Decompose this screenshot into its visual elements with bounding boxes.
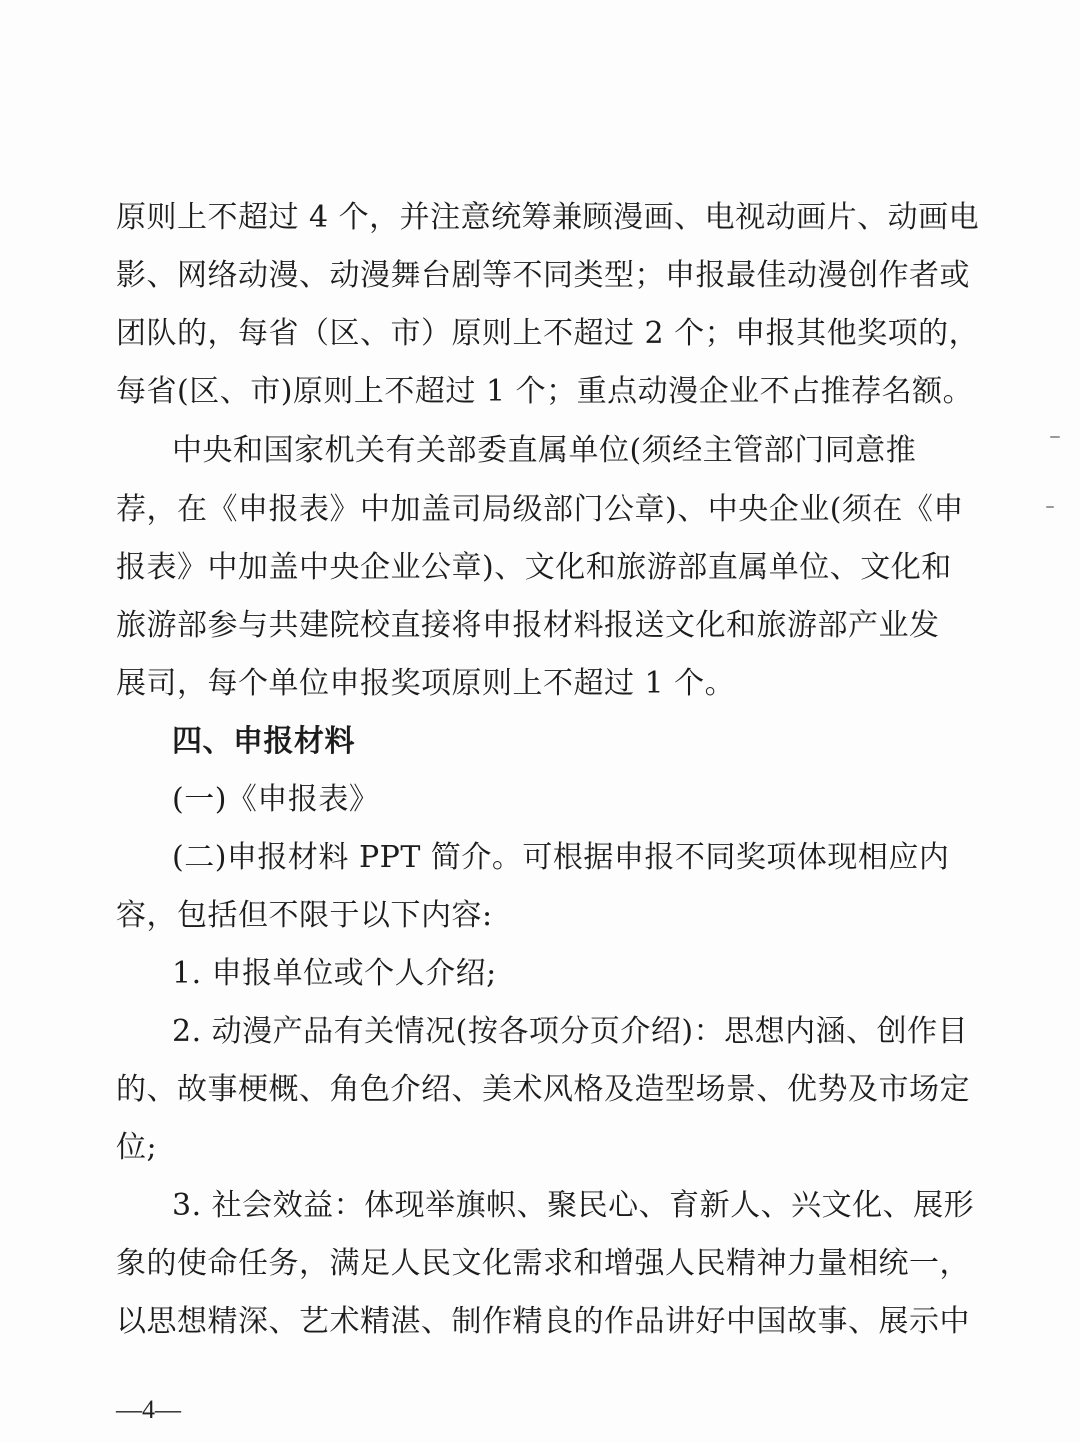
- section-heading: 四、申报材料: [172, 724, 355, 759]
- body-line: 象的使命任务，满足人民文化需求和增强人民精神力量相统一，: [116, 1246, 970, 1281]
- body-line: 的、故事梗概、角色介绍、美术风格及造型场景、优势及市场定: [116, 1072, 970, 1107]
- scan-mark: [1046, 506, 1054, 508]
- body-line: 中央和国家机关有关部委直属单位(须经主管部门同意推: [172, 433, 917, 468]
- body-line: (二)申报材料 PPT 简介。可根据申报不同奖项体现相应内: [172, 840, 950, 875]
- body-line: 原则上不超过 4 个，并注意统筹兼顾漫画、电视动画片、动画电: [116, 200, 980, 235]
- body-line: 以思想精深、艺术精湛、制作精良的作品讲好中国故事、展示中: [116, 1304, 970, 1339]
- body-line: 每省(区、市)原则上不超过 1 个；重点动漫企业不占推荐名额。: [116, 374, 974, 409]
- body-line: 容，包括但不限于以下内容:: [116, 898, 493, 933]
- body-line: 影、网络动漫、动漫舞台剧等不同类型；申报最佳动漫创作者或: [116, 258, 970, 293]
- list-item: 2. 动漫产品有关情况(按各项分页介绍)：思想内涵、创作目: [172, 1014, 969, 1049]
- body-line: 荐，在《申报表》中加盖司局级部门公章)、中央企业(须在《申: [116, 492, 964, 527]
- list-item: 3. 社会效益：体现举旗帜、聚民心、育新人、兴文化、展形: [172, 1188, 975, 1223]
- subsection-heading: (一)《申报表》: [172, 782, 380, 817]
- body-line: 位;: [116, 1130, 158, 1165]
- body-line: 报表》中加盖中央企业公章)、文化和旅游部直属单位、文化和: [116, 550, 952, 585]
- body-line: 展司，每个单位申报奖项原则上不超过 1 个。: [116, 666, 736, 701]
- body-line: 团队的，每省（区、市）原则上不超过 2 个；申报其他奖项的，: [116, 316, 980, 351]
- page-number: —4—: [116, 1395, 181, 1424]
- list-item: 1. 申报单位或个人介绍;: [172, 956, 497, 991]
- scan-mark: [1050, 436, 1060, 438]
- body-line: 旅游部参与共建院校直接将申报材料报送文化和旅游部产业发: [116, 608, 940, 643]
